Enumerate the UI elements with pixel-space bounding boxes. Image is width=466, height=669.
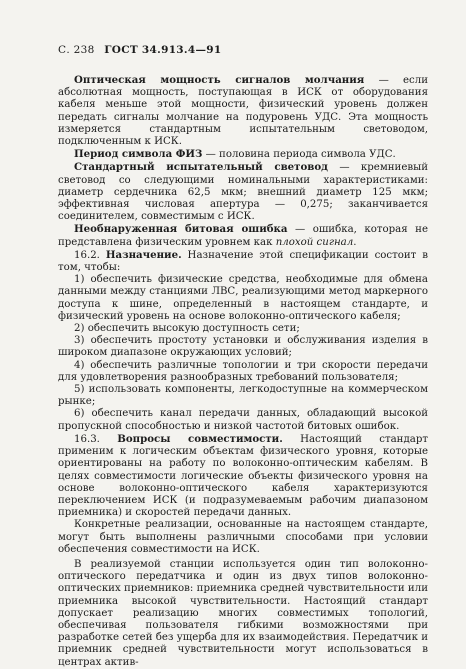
page-header	[58, 44, 430, 56]
section-number: 16.3.	[74, 433, 118, 445]
paragraph-text: 2) обеспечить высокую доступность сети;	[74, 323, 300, 335]
italic-term: плохой сигнал	[275, 236, 354, 248]
section-number: 16.2.	[74, 249, 106, 261]
standard-id: ГОСТ 34.913.4—91	[104, 44, 222, 56]
paragraph-text: Назначение этой спецификации состоит в том, чтобы:	[58, 249, 428, 274]
paragraph	[58, 433, 428, 519]
paragraph-text: В реализуемой станции используется один тип волоконно-оптического передатчика и один из двух типов волоконно-оптических приемников: приемника средней чувствительности или приемника высокой чувствительности. Настоящий стандарт допускает реализацию многих совместимых топологий, обеспечивая пользователя гибкими возможностями при разработке сетей без ущерба для их взаимодействия. Передатчик и приемник средней чувствительности могут использоваться в центрах актив-	[58, 558, 428, 668]
paragraph	[58, 384, 428, 408]
paragraph-text: 3) обеспечить простоту установки и обслуживания изделия в широком диапазоне окружающих условий;	[58, 335, 428, 359]
paragraph-text: 5) использовать компоненты, легкодоступные на коммерческом рынке;	[58, 384, 428, 408]
paragraph-text: 1) обеспечить физические средства, необходимые для обмена данными между станциями ЛВС, реализующими метод маркерного доступа к шине, определенный в настоящем стандарте, и физический уровень на основе волоконно-оптического кабеля;	[58, 274, 428, 322]
paragraph-text: Настоящий стандарт применим к логическим объектам физического уровня, которые ориентированы на работу по волоконно-оптическим кабелям. В целях совместимости логические объекты физического уровня на основе волоконно-оптического кабеля характеризуются переключением ИСК (и подразумеваемым рабочим диапазоном приемника) и скоростей передачи данных.	[58, 433, 428, 519]
page-number: С. 238	[58, 44, 95, 56]
paragraph-text: — кремниевый световод со следующими номинальными характеристиками: диаметр сердечника 62,5 мкм; внешний диаметр 125 мкм; эффективная числовая апертура — 0,275; заканчивается соединителем, совместимым с ИСК.	[58, 162, 428, 223]
paragraph-text: — если абсолютная мощность, поступающая в ИСК от оборудования кабеля меньше этой мощности, физический уровень должен передать сигналы молчание на подуровень УДС. Эта мощность измеряется стандартным испытательным световодом, подключенным к ИСК.	[58, 75, 428, 148]
paragraph-text: — половина периода символа УДС.	[202, 149, 396, 161]
term-heading: Назначение.	[105, 248, 182, 261]
document-body	[58, 74, 428, 669]
paragraph	[58, 148, 428, 161]
paragraph	[58, 161, 428, 223]
paragraph	[58, 519, 428, 556]
paragraph	[58, 335, 428, 359]
term-heading: Вопросы совместимости.	[117, 432, 283, 445]
paragraph-tail: .	[353, 236, 357, 248]
paragraph	[58, 274, 428, 323]
paragraph-text: — ошибка, которая не представлена физическим уровнем как	[58, 224, 428, 248]
paragraph-text: 4) обеспечить различные топологии и три скорости передачи для удовлетворения разнообразных требований пользователя;	[58, 359, 428, 383]
paragraph	[58, 74, 428, 148]
paragraph-text: 6) обеспечить канал передачи данных, обладающий высокой пропускной способностью и низкой частотой битовых ошибок.	[58, 408, 428, 432]
term-heading: Стандартный испытательный световод	[74, 161, 328, 174]
paragraph	[58, 559, 428, 669]
paragraph	[58, 360, 428, 384]
term-heading: Необнаруженная битовая ошибка	[74, 223, 288, 236]
term-heading: Период символа ФИЗ	[74, 148, 203, 161]
paragraph	[58, 408, 428, 432]
paragraph	[58, 223, 428, 248]
paragraph-text: Конкретные реализации, основанные на настоящем стандарте, могут быть выполнены различными способами при условии обеспечения совместимости на ИСК.	[58, 519, 428, 555]
paragraph	[58, 323, 428, 335]
paragraph	[58, 249, 428, 274]
term-heading: Оптическая мощность сигналов молчания	[74, 74, 365, 86]
